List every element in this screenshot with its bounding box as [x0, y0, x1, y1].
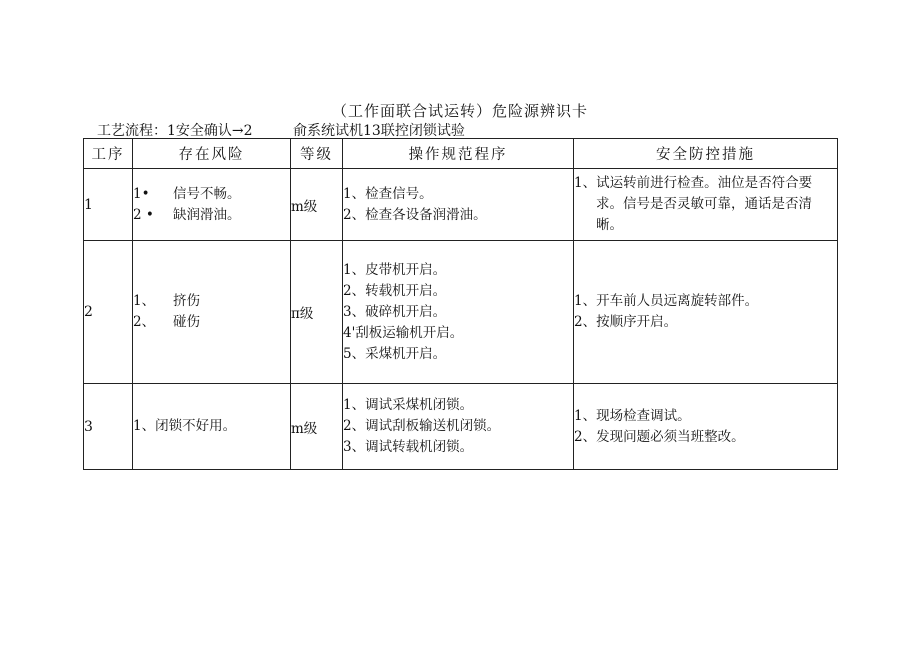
procedure-item: 2、调试刮板输送机闭锁。 — [343, 418, 501, 434]
risk-item — [133, 416, 290, 437]
process-flow-label: 工艺流程：1安全确认→2 — [97, 123, 253, 139]
risk-number: 2、 — [133, 314, 156, 330]
procedure-item: 3、调试转载机闭锁。 — [343, 439, 474, 455]
procedure-cell — [343, 169, 574, 241]
risk-cell — [133, 384, 291, 470]
procedure-item: 2、检查各设备润滑油。 — [343, 206, 487, 223]
measures-cell — [574, 241, 838, 384]
risk-text: 碰伤 — [173, 314, 200, 330]
procedure-item: 4'刮板运输机开启。 — [343, 324, 464, 341]
procedure-cell — [343, 241, 574, 384]
measure-item: 求。信号是否灵敏可靠，通话是否清 — [596, 196, 812, 212]
risk-text: 1、闭锁不好用。 — [133, 418, 237, 434]
procedure-item: 1、皮带机开启。 — [343, 261, 447, 278]
table-row — [84, 169, 838, 241]
risk-item — [133, 291, 290, 312]
risk-number: 2 • — [133, 206, 154, 223]
measure-item: 1、试运转前进行检查。油位是否符合要 — [574, 175, 813, 191]
risk-number: 1、 — [133, 293, 156, 309]
header-procedure: 操作规范程序 — [343, 139, 574, 169]
step-number: 1 — [84, 169, 133, 241]
header-grade: 等级 — [291, 139, 343, 169]
procedure-item: 1、检查信号。 — [343, 185, 433, 202]
risk-item — [133, 184, 290, 205]
risk-grade: m级 — [291, 169, 343, 241]
procedure-item: 5、采煤机开启。 — [343, 345, 447, 362]
measure-item: 晰。 — [596, 217, 623, 233]
table-header-row — [84, 139, 838, 169]
risk-text: 缺润滑油。 — [173, 206, 241, 223]
risk-cell — [133, 241, 291, 384]
risk-text: 挤伤 — [173, 293, 200, 309]
header-measures: 安全防控措施 — [574, 139, 838, 169]
procedure-item: 1、调试采煤机闭锁。 — [343, 397, 474, 413]
process-flow-continuation: 俞系统试机13联控闭锁试验 — [293, 123, 465, 139]
risk-cell — [133, 169, 291, 241]
step-number: 2 — [84, 241, 133, 384]
risk-grade: π级 — [291, 241, 343, 384]
table-row — [84, 241, 838, 384]
measure-item: 2、按顺序开启。 — [574, 314, 678, 330]
procedure-item: 3、破碎机开启。 — [343, 303, 447, 320]
measure-item: 1、现场检查调试。 — [574, 407, 691, 424]
risk-item — [133, 205, 290, 226]
risk-grade: m级 — [291, 384, 343, 470]
procedure-cell — [343, 384, 574, 470]
document-title: （工作面联合试运转）危险源辨识卡 — [331, 102, 588, 120]
risk-item — [133, 312, 290, 333]
header-risk: 存在风险 — [133, 139, 291, 169]
hazard-identification-table — [83, 138, 838, 470]
table-row — [84, 384, 838, 470]
measure-item: 1、开车前人员远离旋转部件。 — [574, 293, 759, 309]
measures-cell — [574, 384, 838, 470]
risk-number: 1• — [133, 185, 150, 202]
procedure-item: 2、转载机开启。 — [343, 282, 447, 299]
risk-text: 信号不畅。 — [173, 185, 241, 202]
measure-item: 2、发现问题必须当班整改。 — [574, 428, 745, 445]
step-number: 3 — [84, 384, 133, 470]
header-step: 工序 — [84, 139, 133, 169]
measures-cell — [574, 169, 838, 241]
